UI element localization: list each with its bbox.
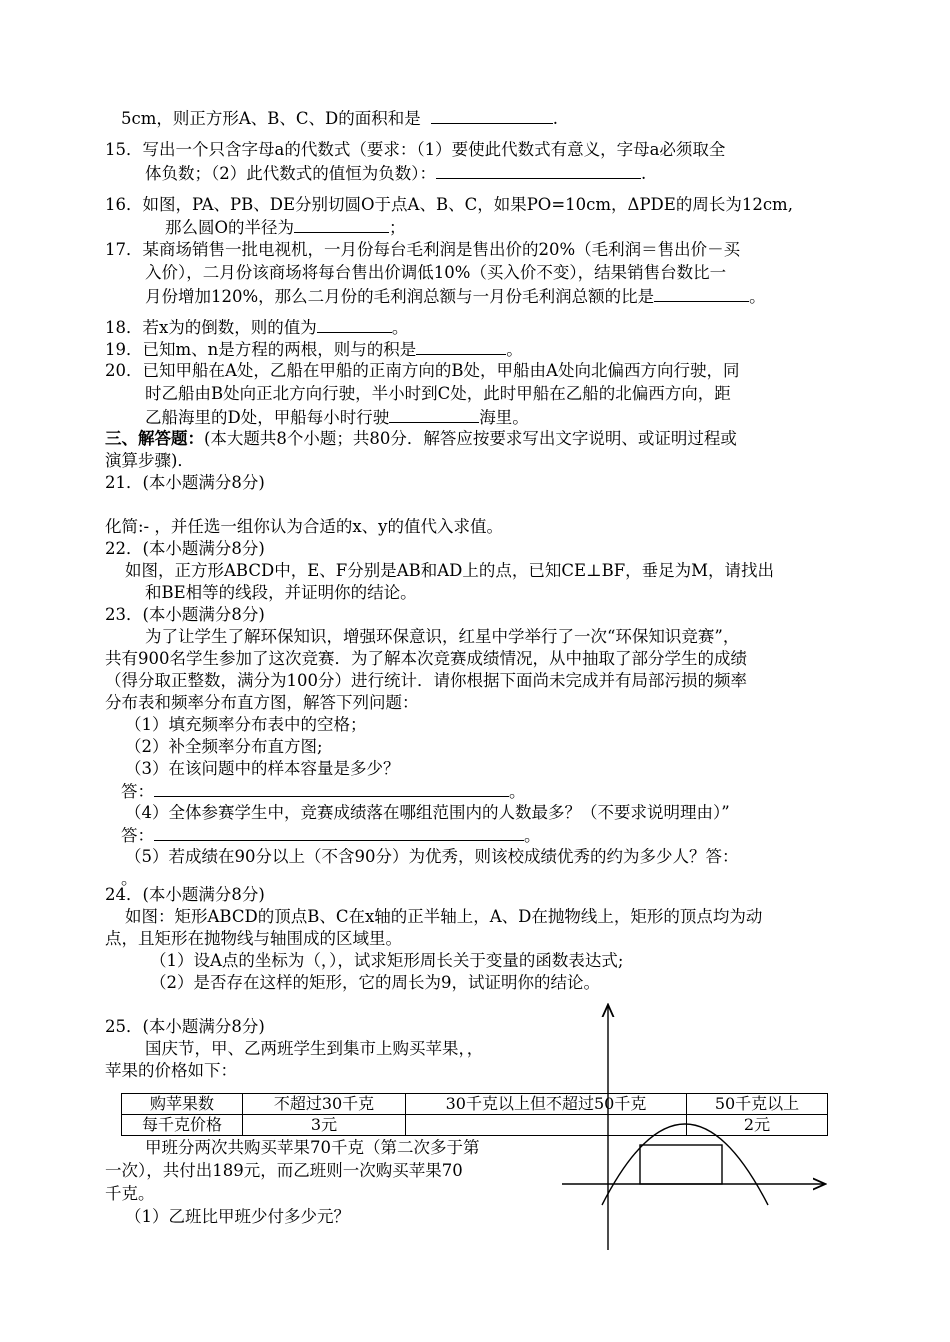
section3-title: 三、解答题： xyxy=(105,429,204,448)
q15-line2 xyxy=(145,162,646,185)
q19-line xyxy=(105,338,523,361)
q25-heading: 25．(本小题满分8分) xyxy=(105,1017,265,1036)
q23-answer3-end: 。 xyxy=(509,782,526,801)
section3-line1 xyxy=(105,428,737,450)
q22-heading: 22．(本小题满分8分) xyxy=(105,539,265,558)
q20-line3 xyxy=(145,406,529,429)
q20-line1: 20．已知甲船在A处，乙船在甲船的正南方向的B处，甲船由A处向北偏西方向行驶，同 xyxy=(105,361,740,380)
q17-answer-blank[interactable] xyxy=(654,285,749,302)
q14-end: . xyxy=(552,109,559,128)
q23-line4: 分布表和频率分布直方图，解答下列问题： xyxy=(105,693,419,712)
parabola-curve xyxy=(602,1124,768,1205)
q18-line xyxy=(105,316,408,339)
q15-end: . xyxy=(641,164,647,183)
q23-answer4 xyxy=(121,824,541,847)
table-cell: 50千克以上 xyxy=(687,1094,828,1115)
q20-end: 海里。 xyxy=(479,408,529,427)
q18-answer-blank[interactable] xyxy=(317,316,392,333)
q15-line1: 15．写出一个只含字母a的代数式（要求：（1）要使此代数式有意义，字母a必须取全 xyxy=(105,140,726,159)
q23-answer3-label: 答： xyxy=(121,782,154,801)
q23-sub4: （4）全体参赛学生中，竞赛成绩落在哪组范围内的人数最多？（不要求说明理由）” xyxy=(125,803,730,822)
inscribed-rectangle xyxy=(640,1145,722,1184)
q25-sub1: （1）乙班比甲班少付多少元？ xyxy=(125,1207,350,1226)
q23-line1: 为了让学生了解环保知识，增强环保意识，红星中学举行了一次“环保知识竞赛”， xyxy=(145,627,740,646)
q17-line2: 入价），二月份该商场将每台售出价调低10%（买入价不变），结果销售台数比一 xyxy=(145,263,727,282)
q23-heading: 23．(本小题满分8分) xyxy=(105,605,265,624)
table-cell: 不超过30千克 xyxy=(243,1094,406,1115)
table-cell: 2元 xyxy=(687,1115,828,1136)
table-cell: 购苹果数 xyxy=(122,1094,243,1115)
q16-line1: 16．如图，PA、PB、DE分别切圆O于点A、B、C，如果PO=10cm，ΔPDE的周长为12cm, xyxy=(105,195,793,214)
q23-sub5-end: 。 xyxy=(121,869,138,888)
q17-line3-text: 月份增加120%，那么二月份的毛利润总额与一月份毛利润总额的比是 xyxy=(145,287,655,306)
q19-end: 。 xyxy=(506,340,523,359)
q15-line2-text: 体负数；（2）此代数式的值恒为负数）： xyxy=(145,164,436,183)
q25-line3: 甲班分两次共购买苹果70千克（第二次多于第 xyxy=(145,1138,480,1157)
q23-sub2: （2）补全频率分布直方图; xyxy=(125,737,323,756)
q25-line4: 一次），共付出189元，而乙班则一次购买苹果70 xyxy=(105,1161,463,1180)
q24-sub1: （1）设A点的坐标为（，），试求矩形周长关于变量的函数表达式; xyxy=(150,951,624,970)
q23-answer3 xyxy=(121,780,526,803)
q23-answer4-blank[interactable] xyxy=(154,824,524,841)
q20-answer-blank[interactable] xyxy=(389,406,479,423)
q19-answer-blank[interactable] xyxy=(416,338,506,355)
q18-end: 。 xyxy=(391,318,409,337)
q23-sub5: （5）若成绩在90分以上（不含90分）为优秀，则该校成绩优秀的约为多少人？答： xyxy=(125,847,739,866)
q17-line3 xyxy=(145,285,766,308)
q16-line2-text: 那么圆O的半径为 xyxy=(165,218,295,237)
q20-line2: 时乙船由B处向正北方向行驶，半小时到C处，此时甲船在乙船的北偏西方向，距 xyxy=(145,384,731,403)
q21-heading: 21．(本小题满分8分) xyxy=(105,473,265,492)
q23-answer3-blank[interactable] xyxy=(154,780,509,797)
q17-end: 。 xyxy=(749,287,766,306)
q23-sub1: （1）填充频率分布表中的空格； xyxy=(125,715,367,734)
q16-answer-blank[interactable] xyxy=(294,216,389,233)
q24-sub2: （2）是否存在这样的矩形，它的周长为9，试证明你的结论。 xyxy=(150,973,600,992)
q14-text: 5cm，则正方形A、B、C、D的面积和是 xyxy=(121,109,421,128)
q24-line1: 如图：矩形ABCD的顶点B、C在x轴的正半轴上，A、D在抛物线上，矩形的顶点均为动 xyxy=(125,907,763,926)
q16-end: ； xyxy=(389,218,406,237)
q14-answer-blank[interactable] xyxy=(431,107,553,124)
q23-line2: 共有900名学生参加了这次竞赛．为了解本次竞赛成绩情况，从中抽取了部分学生的成绩 xyxy=(105,649,747,668)
q25-line5: 千克。 xyxy=(105,1184,155,1203)
q24-heading: 24．(本小题满分8分) xyxy=(105,885,265,904)
section3-desc2: 演算步骤)． xyxy=(105,451,194,470)
table-cell: 30千克以上但不超过50千克 xyxy=(406,1094,687,1115)
q25-line2: 苹果的价格如下： xyxy=(105,1061,237,1080)
q14-line xyxy=(121,107,558,130)
q23-sub3: （3）在该问题中的样本容量是多少？ xyxy=(125,759,400,778)
q21-body: 化简:- ，并任选一组你认为合适的x、y的值代入求值。 xyxy=(105,517,504,536)
q15-answer-blank[interactable] xyxy=(436,162,641,179)
q18-text: 18．若x为的倒数，则的值为 xyxy=(105,318,317,337)
q17-line1: 17．某商场销售一批电视机，一月份每台毛利润是售出价的20%（毛利润＝售出价－买 xyxy=(105,240,741,259)
q22-line2: 和BE相等的线段，并证明你的结论。 xyxy=(145,583,417,602)
q20-line3-text: 乙船海里的D处，甲船每小时行驶 xyxy=(145,408,390,427)
q23-line3: （得分取正整数，满分为100分）进行统计．请你根据下面尚未完成并有局部污损的频率 xyxy=(105,671,747,690)
q22-line1: 如图，正方形ABCD中，E、F分别是AB和AD上的点，已知CE⊥BF，垂足为M，请找出 xyxy=(125,561,775,580)
table-cell: 3元 xyxy=(243,1115,406,1136)
q25-line1: 国庆节，甲、乙两班学生到集市上购买苹果，， xyxy=(145,1039,484,1058)
section3-desc1: (本大题共8个小题；共80分．解答应按要求写出文字说明、或证明过程或 xyxy=(204,429,737,448)
q19-text: 19．已知m、n是方程的两根，则与的积是 xyxy=(105,340,417,359)
table-cell: 每千克价格 xyxy=(122,1115,243,1136)
parabola-figure xyxy=(560,1000,830,1252)
q16-line2 xyxy=(165,216,406,239)
q24-line2: 点，且矩形在抛物线与轴围成的区域里。 xyxy=(105,929,402,948)
q23-answer4-label: 答： xyxy=(121,826,154,845)
q23-answer4-end: 。 xyxy=(524,826,541,845)
